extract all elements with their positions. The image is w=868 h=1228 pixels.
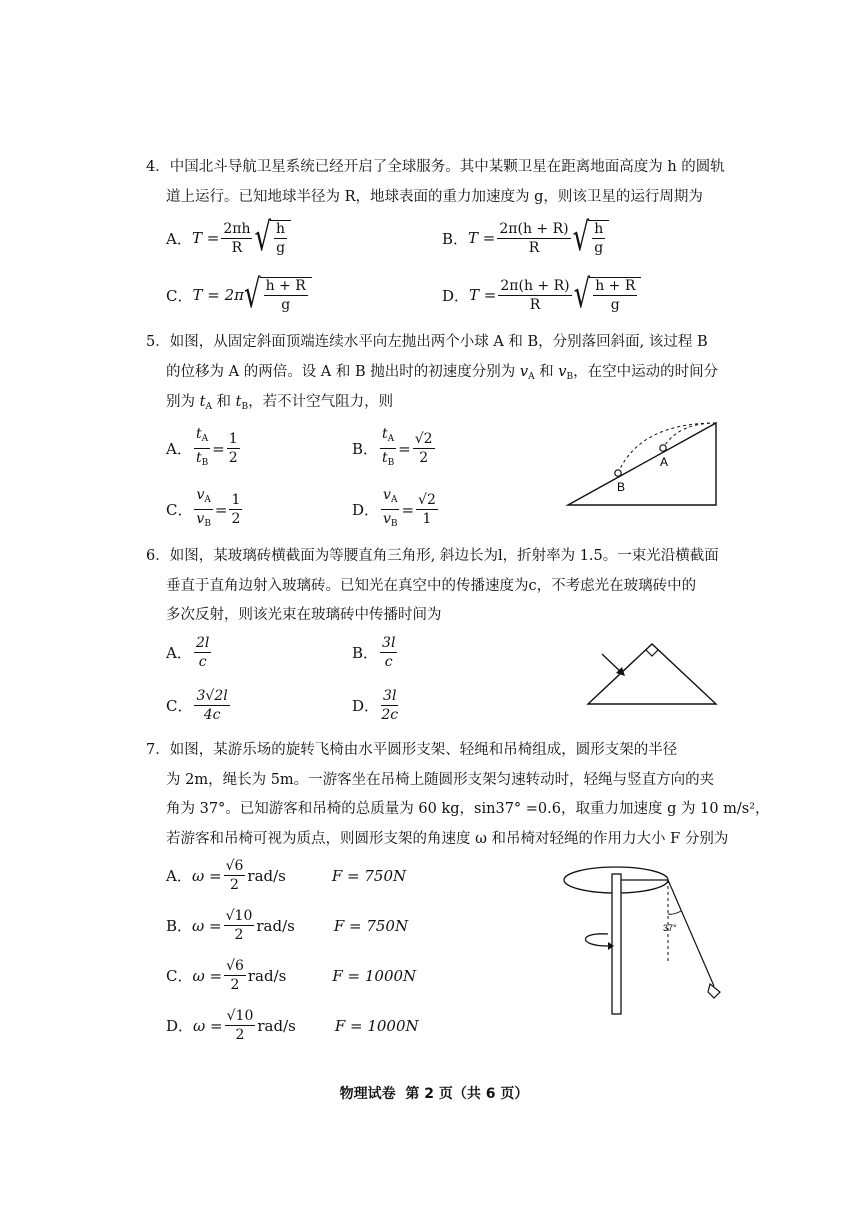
frac-num: √6 (226, 958, 244, 974)
frac-den-sub: B (390, 519, 398, 529)
q4-option-c[interactable] (166, 272, 312, 318)
rotation-arrow-icon (586, 934, 609, 946)
q5-stem-line1: 5．如图，从固定斜面顶端连续水平向左抛出两个小球 A 和 B，分别落回斜面, 该过程 B (146, 334, 708, 350)
frac-den: 2 (230, 977, 240, 993)
frac-den-sub: B (201, 458, 209, 468)
option-letter: A． (166, 229, 192, 248)
option-letter: B． (442, 229, 469, 248)
right-angle-mark (646, 650, 658, 656)
equals: = (212, 439, 225, 458)
q5-option-c[interactable] (166, 487, 244, 532)
q4-option-b[interactable] (442, 215, 609, 261)
frac-den: c (198, 654, 207, 670)
equals: = (214, 500, 228, 519)
rhs-num: √2 (414, 431, 433, 447)
force-value: F = 1000N (334, 1016, 419, 1035)
frac-den: c (384, 654, 393, 670)
sub-a: A (528, 372, 535, 382)
sub-b: B (241, 402, 249, 412)
sqrt-den: g (276, 240, 286, 256)
sqrt-num: h (594, 221, 604, 237)
frac-den: 2 (234, 927, 244, 943)
q5-incline-figure (560, 415, 730, 510)
frac-num: t (196, 426, 202, 442)
option-letter: D． (166, 1017, 194, 1035)
label-a: A (660, 455, 669, 469)
var-v: v (519, 364, 529, 380)
option-letter: C． (166, 697, 193, 715)
frac-den: v (382, 511, 391, 527)
frac-num: 2πh (223, 220, 251, 237)
incline-triangle (568, 423, 716, 505)
frac-num-sub: A (201, 434, 209, 444)
formula-lhs: T = (469, 286, 497, 304)
q5-text: ，在空中运动的时间分 (573, 364, 719, 380)
q4-stem-line2: 道上运行。已知地球半径为 R，地球表面的重力加速度为 g，则该卫星的运行周期为 (166, 189, 703, 205)
sqrt-sign: √ (573, 272, 591, 318)
frac-num-sub: A (390, 495, 398, 505)
frac-num: v (383, 487, 391, 503)
frac-num: 3l (383, 688, 397, 704)
page-footer: 物理试卷 第 2 页（共 6 页） (339, 1086, 529, 1102)
var-t: t (199, 394, 206, 410)
q6-stem-line2: 垂直于直角边射入玻璃砖。已知光在真空中的传播速度为c，不考虑光在玻璃砖中的 (166, 578, 697, 594)
q5-text: 和 (211, 394, 236, 410)
q6-option-d[interactable] (352, 688, 400, 723)
q6-option-b[interactable] (352, 635, 399, 670)
option-letter: A． (166, 867, 192, 885)
option-letter: C． (166, 967, 193, 985)
frac-num: 2l (196, 635, 210, 651)
option-letter: D． (352, 501, 380, 519)
angle-arc (668, 911, 681, 914)
formula-lhs: T = (468, 229, 496, 247)
q4-stem-line1: 4．中国北斗导航卫星系统已经开启了全球服务。其中某颗卫星在距离地面高度为 h 的圆轨 (146, 159, 725, 175)
angle-label: 37° (663, 923, 677, 933)
frac-den-sub: B (387, 458, 395, 468)
frac-num: 2π(h + R) (500, 277, 570, 294)
sqrt-sign: √ (572, 215, 590, 261)
option-letter: B． (166, 917, 193, 935)
sqrt-sign: √ (254, 215, 272, 261)
frac-den: R (529, 296, 541, 313)
q7-option-a[interactable] (166, 858, 406, 893)
q5-stem-line2 (166, 362, 718, 387)
sqrt-sign: √ (244, 272, 261, 318)
force-value: F = 750N (333, 916, 409, 935)
frac-den: v (196, 511, 205, 527)
sqrt-den: g (610, 297, 620, 313)
ball-a (660, 445, 666, 451)
q7-stem-line2: 为 2m，绳长为 5m。一游客坐在吊椅上随圆形支架匀速转动时，轻绳与竖直方向的夹 (166, 772, 715, 788)
sqrt-num: h (276, 221, 286, 237)
frac-num: t (382, 426, 388, 442)
frac-den: 4c (203, 707, 221, 723)
formula-lhs: T = 2π (192, 286, 244, 304)
rhs-num: 1 (231, 492, 241, 508)
frac-den: 2 (230, 877, 239, 893)
frac-num: 2π(h + R) (499, 220, 569, 237)
force-value: F = 750N (331, 866, 407, 885)
q5-text: 的位移为 A 的两倍。设 A 和 B 抛出时的初速度分别为 (166, 364, 520, 380)
rhs-den: 1 (422, 511, 432, 527)
rhs-den: 2 (419, 450, 429, 466)
var-t: t (235, 394, 242, 410)
ball-b (615, 470, 621, 476)
rhs-num: 1 (228, 431, 238, 447)
q5-option-d[interactable] (352, 487, 440, 532)
q5-text: ，若不计空气阻力，则 (248, 394, 394, 410)
q5-option-a[interactable] (166, 426, 242, 471)
frac-den: 2c (381, 707, 399, 723)
q7-stem-line3: 角为 37°。已知游客和吊椅的总质量为 60 kg，sin37° =0.6，取重力加速度 g 为 10 m/s²， (166, 801, 770, 817)
option-letter: A． (166, 440, 192, 458)
frac-den: t (381, 450, 388, 466)
equals: = (398, 439, 411, 458)
omega-lhs: ω = (192, 916, 222, 935)
swing-seat (708, 984, 720, 998)
rhs-den: 2 (228, 450, 238, 466)
omega-lhs: ω = (192, 966, 223, 985)
q5-text: 和 (534, 364, 559, 380)
frac-num-sub: A (204, 495, 211, 505)
frac-num-sub: A (387, 434, 395, 444)
central-pole (612, 874, 621, 1014)
option-letter: D． (352, 697, 380, 715)
unit: rad/s (247, 866, 286, 885)
rope (668, 880, 714, 986)
unit: rad/s (247, 966, 287, 985)
q7-option-b[interactable] (166, 908, 408, 943)
q5-option-b[interactable] (352, 426, 437, 471)
frac-num: v (196, 487, 205, 503)
omega-lhs: ω = (193, 1016, 223, 1035)
q7-stem-line4: 若游客和吊椅可视为质点，则圆形支架的角速度 ω 和吊椅对轻绳的作用力大小 F 分别为 (166, 831, 729, 847)
q6-option-a[interactable] (166, 635, 213, 670)
rhs-num: √2 (418, 492, 436, 508)
option-letter: D． (442, 286, 470, 305)
q4-option-d[interactable] (442, 272, 641, 318)
q7-stem-line1: 7．如图，某游乐场的旋转飞椅由水平圆形支架、轻绳和吊椅组成，圆形支架的半径 (146, 742, 678, 758)
option-letter: B． (352, 440, 379, 458)
option-letter: B． (352, 644, 379, 662)
q6-stem-line3: 多次反射，则该光束在玻璃砖中传播时间为 (166, 607, 442, 623)
omega-lhs: ω = (192, 866, 222, 885)
frac-num: 3l (382, 635, 396, 651)
q7-swing-ride-figure (560, 862, 735, 1022)
prism-triangle (588, 644, 716, 704)
sqrt-den: g (281, 297, 291, 313)
option-letter: C． (166, 501, 193, 519)
sqrt-num: h + R (595, 278, 636, 294)
q6-option-c[interactable] (166, 688, 232, 723)
frac-den: R (231, 239, 243, 256)
frac-num: √10 (226, 1008, 254, 1024)
q7-option-c[interactable] (166, 958, 416, 993)
q6-stem-line1: 6．如图，某玻璃砖横截面为等腰直角三角形, 斜边长为l，折射率为 1.5。一束光沿横截面 (146, 548, 719, 564)
sqrt-num: h + R (265, 278, 306, 294)
option-letter: A． (166, 644, 192, 662)
rhs-den: 2 (231, 511, 241, 527)
frac-den: 2 (235, 1027, 245, 1043)
frac-den: t (195, 450, 202, 466)
q5-text: 别为 (166, 394, 200, 410)
q4-option-a[interactable] (166, 215, 291, 261)
q7-option-d[interactable] (166, 1008, 419, 1043)
frac-num: √10 (225, 908, 253, 924)
sub-a: A (205, 402, 212, 412)
frac-den-sub: B (204, 519, 211, 529)
frac-den: R (528, 239, 540, 256)
var-v: v (558, 364, 567, 380)
q6-prism-figure (580, 640, 725, 712)
q5-stem-line3 (166, 392, 393, 417)
unit: rad/s (257, 1016, 296, 1035)
sub-b: B (566, 372, 574, 382)
label-b: B (617, 480, 626, 494)
frac-num: √6 (225, 858, 244, 874)
sqrt-den: g (594, 240, 604, 256)
unit: rad/s (256, 916, 295, 935)
force-value: F = 1000N (332, 966, 417, 985)
frac-num: 3√2l (196, 688, 228, 704)
formula-lhs: T = (192, 229, 220, 247)
equals: = (401, 500, 415, 519)
option-letter: C． (166, 286, 193, 305)
